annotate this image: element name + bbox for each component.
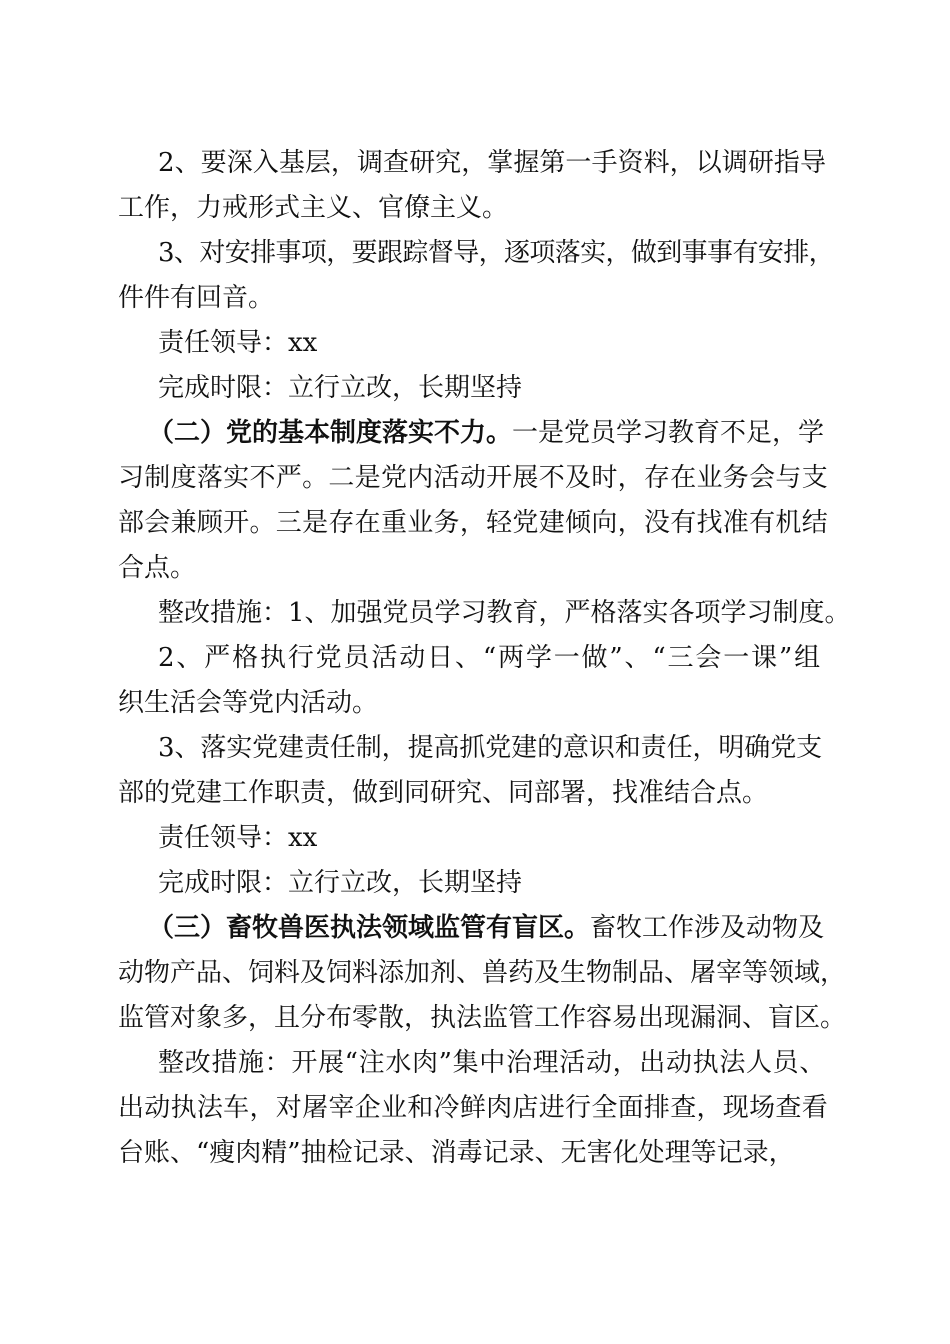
text-line: 习制度落实不严。二是党内活动开展不及时，存在业务会与支 — [118, 463, 828, 493]
text-line: 监管对象多，且分布零散，执法监管工作容易出现漏洞、盲区。 — [118, 1003, 847, 1033]
text-line: 部会兼顾开。三是存在重业务，轻党建倾向，没有找准有机结 — [118, 508, 828, 538]
text-line: 工作，力戒形式主义、官僚主义。 — [118, 193, 509, 223]
text-line: 2、严格执行党员活动日、“两学一做”、“三会一课”组 — [158, 643, 822, 673]
text-line: 动物产品、饲料及饲料添加剂、兽药及生物制品、屠宰等领域， — [118, 958, 847, 988]
section-heading-3 — [148, 913, 824, 943]
responsible-leader: 责任领导：xx — [158, 328, 318, 358]
deadline: 完成时限：立行立改，长期坚持 — [158, 868, 523, 898]
text-line: 合点。 — [118, 553, 197, 583]
text-line: 3、对安排事项，要跟踪督导，逐项落实，做到事事有安排， — [158, 238, 834, 268]
deadline: 完成时限：立行立改，长期坚持 — [158, 373, 523, 403]
text-line: 部的党建工作职责，做到同研究、同部署，找准结合点。 — [118, 778, 769, 808]
rectification-measure: 整改措施：1、加强党员学习教育，严格落实各项学习制度。 — [158, 598, 851, 628]
text-line: 织生活会等党内活动。 — [118, 688, 379, 718]
text-line: 台账、“瘦肉精”抽检记录、消毒记录、无害化处理等记录， — [118, 1138, 795, 1168]
rectification-measure: 整改措施：开展“注水肉”集中治理活动，出动执法人员、 — [158, 1048, 826, 1078]
section-text: 一是党员学习教育不足，学 — [512, 418, 825, 448]
section-text: 畜牧工作涉及动物及 — [590, 913, 825, 943]
responsible-leader: 责任领导：xx — [158, 823, 318, 853]
text-line: 出动执法车，对屠宰企业和冷鲜肉店进行全面排查，现场查看 — [118, 1093, 828, 1123]
text-line: 件件有回音。 — [118, 283, 275, 313]
section-title: （二）党的基本制度落实不力。 — [148, 418, 513, 448]
section-title: （三）畜牧兽医执法领域监管有盲区。 — [148, 913, 591, 943]
text-line: 3、落实党建责任制，提高抓党建的意识和责任，明确党支 — [158, 733, 822, 763]
section-heading-2 — [148, 418, 824, 448]
text-line: 2、要深入基层，调查研究，掌握第一手资料，以调研指导 — [158, 148, 826, 178]
